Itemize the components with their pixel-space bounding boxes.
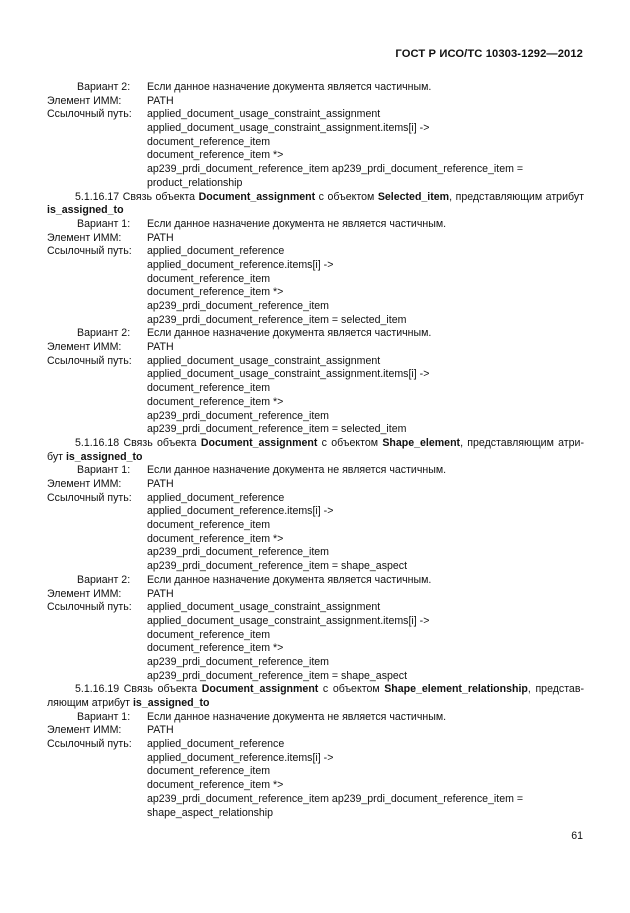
path-line: document_reference_item [147, 135, 271, 148]
path-label: Ссылочный путь: [47, 491, 132, 504]
path-label: Ссылочный путь: [47, 601, 132, 614]
path-line: document_reference_item *> [147, 286, 284, 299]
path-row [47, 149, 584, 163]
variant-row [47, 81, 584, 95]
path-row [47, 752, 584, 766]
path-row [47, 642, 584, 656]
path-line: document_reference_item *> [147, 532, 284, 545]
section-heading: 5.1.16.17 Связь объекта Document_assignment с объектом Selected_item, представляющим атрибут is_assigned_to [47, 190, 584, 217]
path-line: ap239_prdi_document_reference_item = shape_aspect [147, 669, 408, 682]
path-line: applied_document_usage_constraint_assignment.items[i] -> [147, 614, 430, 627]
page-number: 61 [571, 830, 583, 842]
path-row [47, 519, 584, 533]
path-line: applied_document_reference.items[i] -> [147, 505, 334, 518]
element-value: PATH [147, 231, 174, 244]
variant-text: Если данное назначение документа не является частичным. [147, 217, 447, 230]
path-line: document_reference_item [147, 382, 271, 395]
path-line: document_reference_item *> [147, 642, 284, 655]
variant-label: Вариант 2: [77, 573, 131, 586]
path-row [47, 122, 584, 136]
path-line: applied_document_usage_constraint_assignment.items[i] -> [147, 122, 430, 135]
path-line: shape_aspect_relationship [147, 806, 274, 819]
variant-label: Вариант 1: [77, 464, 131, 477]
path-row [47, 505, 584, 519]
path-row [47, 807, 584, 821]
document-body [47, 81, 584, 820]
path-line: ap239_prdi_document_reference_item [147, 300, 329, 313]
element-row [47, 478, 584, 492]
path-label: Ссылочный путь: [47, 354, 132, 367]
path-row [47, 629, 584, 643]
element-label: Элемент ИММ: [47, 231, 122, 244]
path-line: ap239_prdi_document_reference_item = shape_aspect [147, 560, 408, 573]
path-label: Ссылочный путь: [47, 245, 132, 258]
path-label: Ссылочный путь: [47, 108, 132, 121]
path-row [47, 108, 584, 122]
path-line: document_reference_item [147, 765, 271, 778]
element-value: PATH [147, 478, 174, 490]
path-line: applied_document_reference [147, 245, 285, 258]
path-row [47, 382, 584, 396]
element-value: PATH [147, 587, 174, 600]
section-heading: 5.1.16.18 Связь объекта Document_assignment с объектом Shape_element, представляющим атри-бут is_assigned_to [47, 436, 584, 463]
path-row [47, 765, 584, 779]
path-row [47, 259, 584, 273]
path-line: ap239_prdi_document_reference_item = selected_item [147, 423, 407, 436]
path-row [47, 601, 584, 615]
variant-row [47, 464, 584, 478]
variant-row [47, 574, 584, 588]
path-row [47, 314, 584, 328]
path-row [47, 560, 584, 574]
path-row [47, 300, 584, 314]
path-row [47, 670, 584, 684]
element-row [47, 341, 584, 355]
variant-text: Если данное назначение документа является частичным. [147, 573, 432, 586]
path-line: ap239_prdi_document_reference_item [147, 409, 329, 422]
path-row [47, 273, 584, 287]
path-line: document_reference_item *> [147, 779, 284, 792]
path-row [47, 615, 584, 629]
element-row [47, 588, 584, 602]
path-line: ap239_prdi_document_reference_item [147, 546, 329, 559]
element-label: Элемент ИММ: [47, 478, 122, 490]
path-row [47, 546, 584, 560]
variant-row [47, 218, 584, 232]
path-line: document_reference_item *> [147, 149, 284, 162]
path-label: Ссылочный путь: [47, 738, 132, 751]
path-line: ap239_prdi_document_reference_item ap239_prdi_document_reference_item = [147, 792, 524, 805]
path-row [47, 368, 584, 382]
path-row [47, 286, 584, 300]
path-row [47, 163, 584, 177]
element-label: Элемент ИММ: [47, 94, 122, 107]
path-line: ap239_prdi_document_reference_item [147, 655, 329, 668]
path-line: applied_document_usage_constraint_assignment [147, 601, 381, 614]
element-row [47, 95, 584, 109]
element-label: Элемент ИММ: [47, 724, 122, 737]
path-line: document_reference_item [147, 519, 271, 532]
path-line: applied_document_reference.items[i] -> [147, 258, 334, 271]
path-row [47, 779, 584, 793]
element-value: PATH [147, 341, 174, 354]
path-line: document_reference_item [147, 272, 271, 285]
path-line: applied_document_reference [147, 491, 285, 504]
path-line: applied_document_reference.items[i] -> [147, 751, 334, 764]
element-value: PATH [147, 94, 174, 107]
path-row [47, 396, 584, 410]
variant-text: Если данное назначение документа не является частичным. [147, 464, 447, 477]
path-line: product_relationship [147, 176, 243, 189]
path-row [47, 533, 584, 547]
element-label: Элемент ИММ: [47, 587, 122, 600]
variant-text: Если данное назначение документа не является частичным. [147, 710, 447, 723]
path-row [47, 136, 584, 150]
section-heading: 5.1.16.19 Связь объекта Document_assignment с объектом Shape_element_relationship, представ-ляющим атрибут is_assigned_to [47, 683, 584, 710]
path-row [47, 423, 584, 437]
variant-row [47, 711, 584, 725]
element-row [47, 232, 584, 246]
path-line: applied_document_reference [147, 738, 285, 751]
path-row [47, 492, 584, 506]
page-header: ГОСТ Р ИСО/ТС 10303-1292—2012 [395, 48, 583, 60]
variant-row [47, 327, 584, 341]
element-label: Элемент ИММ: [47, 341, 122, 354]
variant-text: Если данное назначение документа является частичным. [147, 81, 432, 93]
variant-text: Если данное назначение документа является частичным. [147, 327, 432, 340]
path-row [47, 177, 584, 191]
element-value: PATH [147, 724, 174, 737]
path-line: applied_document_usage_constraint_assignment [147, 108, 381, 121]
path-row [47, 245, 584, 259]
path-line: ap239_prdi_document_reference_item ap239_prdi_document_reference_item = [147, 163, 524, 176]
path-row [47, 410, 584, 424]
path-line: applied_document_usage_constraint_assignment [147, 354, 381, 367]
path-line: applied_document_usage_constraint_assignment.items[i] -> [147, 368, 430, 381]
path-row [47, 738, 584, 752]
variant-label: Вариант 2: [77, 81, 131, 93]
path-row [47, 793, 584, 807]
variant-label: Вариант 2: [77, 327, 131, 340]
variant-label: Вариант 1: [77, 217, 131, 230]
variant-label: Вариант 1: [77, 710, 131, 723]
path-row [47, 355, 584, 369]
path-row [47, 656, 584, 670]
path-line: ap239_prdi_document_reference_item = selected_item [147, 313, 407, 326]
path-line: document_reference_item *> [147, 395, 284, 408]
path-line: document_reference_item [147, 628, 271, 641]
element-row [47, 724, 584, 738]
